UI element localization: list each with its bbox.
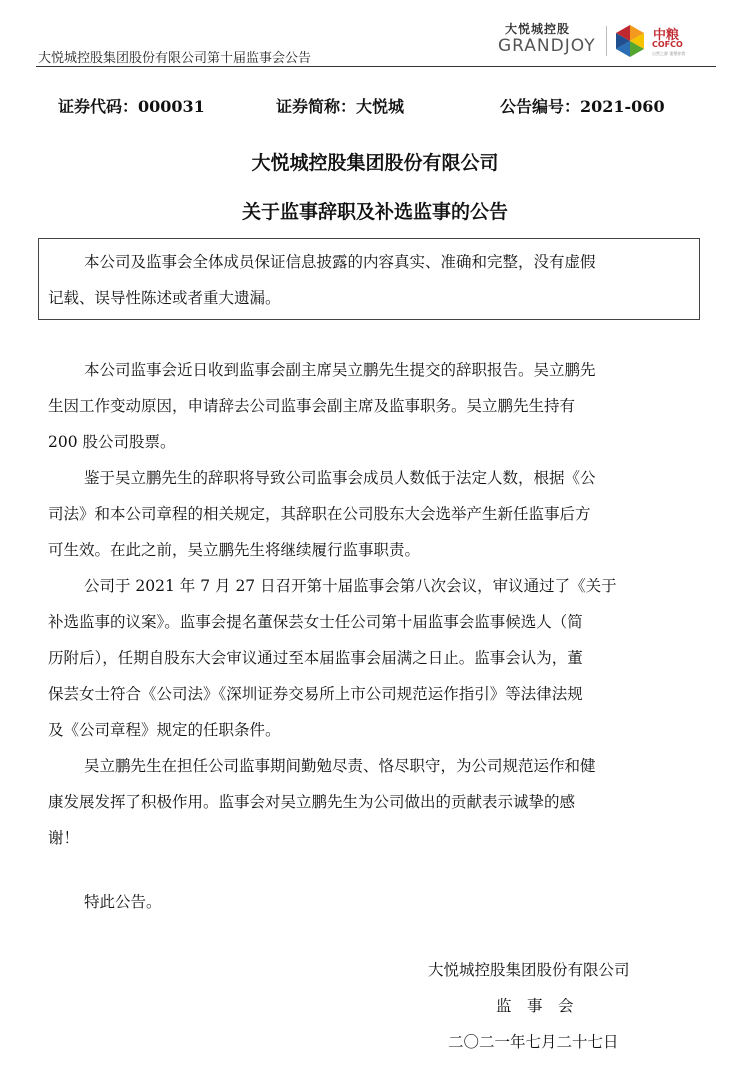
body-line: 公司于 2021 年 7 月 27 日召开第十届监事会第八次会议，审议通过了《关于	[84, 577, 617, 595]
cofco-logo-cn: 中粮	[653, 28, 680, 43]
body-line: 可生效。在此之前，吴立鹏先生将继续履行监事职责。	[48, 541, 421, 559]
body-line: 补选监事的议案》。监事会提名董保芸女士任公司第十届监事会监事候选人（简	[48, 613, 583, 631]
signature-company: 大悦城控股集团股份有限公司	[428, 961, 630, 979]
body-line: 200 股公司股票。	[48, 433, 176, 451]
page-subtitle: 关于监事辞职及补选监事的公告	[241, 201, 508, 223]
body-line: 谢！	[48, 829, 80, 847]
security-code: 证券代码：000031	[58, 97, 205, 116]
body-line: 本公司监事会近日收到监事会副主席吴立鹏先生提交的辞职报告。吴立鹏先	[84, 361, 596, 379]
body-line: 康发展发挥了积极作用。监事会对吴立鹏先生为公司做出的贡献表示诚挚的感	[48, 793, 576, 811]
signature-date: 二〇二一年七月二十七日	[448, 1033, 619, 1051]
body-line: 历附后），任期自股东大会审议通过至本届监事会届满之日止。监事会认为，董	[48, 649, 583, 667]
cofco-logo-slogan: 自然之源 重塑你我	[652, 51, 686, 56]
notice-line: 记载、误导性陈述或者重大遗漏。	[48, 289, 281, 307]
running-header: 大悦城控股集团股份有限公司第十届监事会公告	[38, 51, 312, 66]
body-line: 生因工作变动原因，申请辞去公司监事会副主席及监事职务。吴立鹏先生持有	[48, 397, 576, 415]
signature-board: 监 事 会	[496, 997, 574, 1015]
grandjoy-logo-en: GRANDJOY	[498, 36, 596, 56]
grandjoy-logo-cn: 大悦城控股	[505, 22, 571, 36]
announcement-number: 公告编号：2021-060	[500, 97, 665, 116]
body-line: 鉴于吴立鹏先生的辞职将导致公司监事会成员人数低于法定人数，根据《公	[84, 469, 596, 487]
body-line: 及《公司章程》规定的任职条件。	[48, 721, 281, 739]
header-rule	[36, 66, 716, 67]
closing-line: 特此公告。	[84, 893, 162, 911]
body-line: 司法》和本公司章程的相关规定，其辞职在公司股东大会选举产生新任监事后方	[48, 505, 591, 523]
body-line: 保芸女士符合《公司法》《深圳证券交易所上市公司规范运作指引》等法律法规	[48, 685, 583, 703]
page-title: 大悦城控股集团股份有限公司	[251, 152, 499, 174]
notice-line: 本公司及监事会全体成员保证信息披露的内容真实、准确和完整，没有虚假	[84, 253, 596, 271]
security-abbreviation: 证券简称：大悦城	[276, 97, 405, 116]
body-line: 吴立鹏先生在担任公司监事期间勤勉尽责、恪尽职守，为公司规范运作和健	[84, 757, 596, 775]
logo-divider	[606, 26, 607, 56]
cofco-logo-en: COFCO	[652, 40, 683, 49]
cofco-logo-icon	[613, 24, 647, 58]
